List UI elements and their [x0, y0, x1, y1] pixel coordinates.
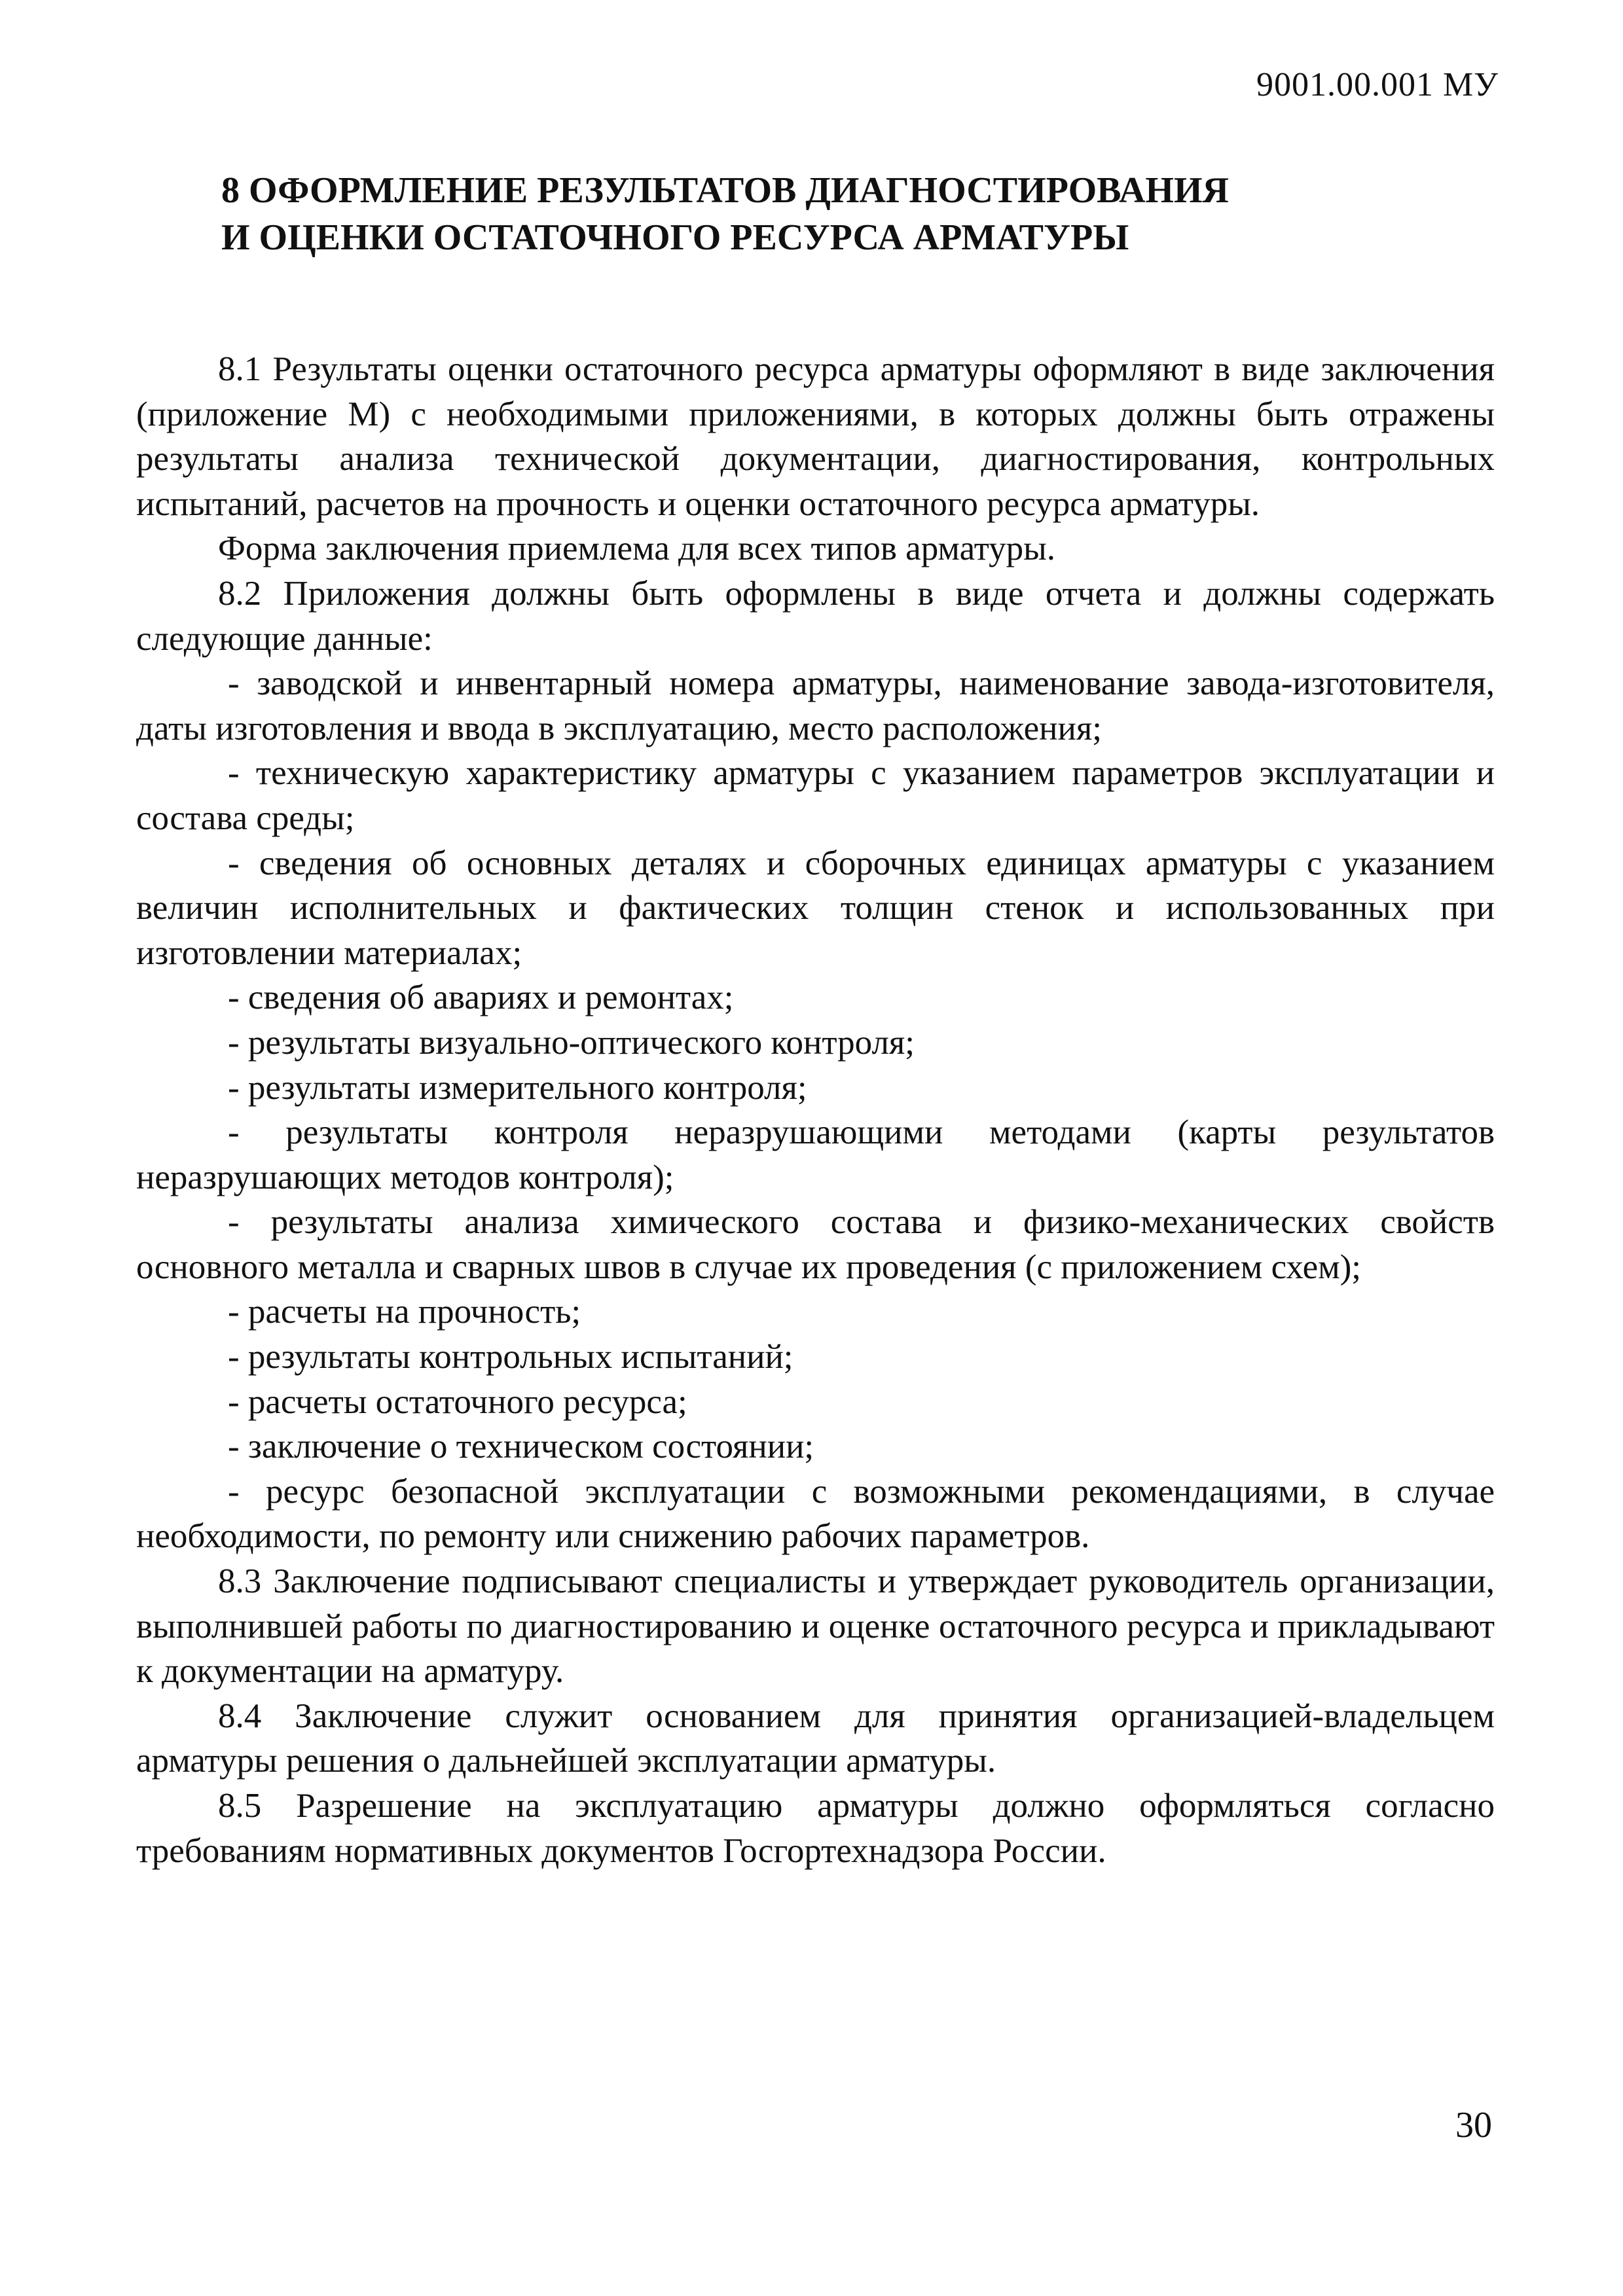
list-item: - результаты анализа химического состава и физико-механических свойств основного металла и сварных швов в случае их проведения (с приложением схем);: [136, 1203, 1495, 1286]
page-number: 30: [1455, 2105, 1492, 2145]
section-title-line-2: И ОЦЕНКИ ОСТАТОЧНОГО РЕСУРСА АРМАТУРЫ: [221, 217, 1129, 258]
section-title: [221, 167, 1465, 261]
section-title-line-1: 8 ОФОРМЛЕНИЕ РЕЗУЛЬТАТОВ ДИАГНОСТИРОВАНИЯ: [221, 170, 1229, 211]
paragraph-8-3: 8.3 Заключение подписывают специалисты и утверждает руководитель организации, выполнившей работы по диагностированию и оценке остаточного ресурса и прикладывают к документации на арматуру.: [136, 1562, 1495, 1691]
list-item: - результаты измерительного контроля;: [228, 1068, 807, 1107]
list-item: - результаты визуально-оптического контроля;: [228, 1023, 915, 1062]
paragraph-form: Форма заключения приемлема для всех типов арматуры.: [218, 529, 1056, 568]
document-body: [136, 347, 1495, 1873]
list-item: - сведения об авариях и ремонтах;: [228, 978, 734, 1017]
list-item: - результаты контроля неразрушающими методами (карты результатов неразрушающих методов контроля);: [136, 1113, 1495, 1196]
list-item: - заводской и инвентарный номера арматуры, наименование завода-изготовителя, даты изготовления и ввода в эксплуатацию, место расположения;: [136, 664, 1495, 747]
list-item: - ресурс безопасной эксплуатации с возможными рекомендациями, в случае необходимости, по ремонту или снижению рабочих параметров.: [136, 1472, 1495, 1556]
list-item: - техническую характеристику арматуры с указанием параметров эксплуатации и состава среды;: [136, 754, 1495, 837]
list-item: - заключение о техническом состоянии;: [228, 1427, 814, 1466]
paragraph-8-5: 8.5 Разрешение на эксплуатацию арматуры должно оформляться согласно требованиям нормативных документов Госгортехнадзора России.: [136, 1787, 1495, 1870]
paragraph-8-2: 8.2 Приложения должны быть оформлены в виде отчета и должны содержать следующие данные:: [136, 574, 1495, 658]
list-item: - сведения об основных деталях и сборочных единицах арматуры с указанием величин исполнительных и фактических толщин стенок и использованных при изготовлении материалах;: [136, 844, 1495, 972]
list-item: - результаты контрольных испытаний;: [228, 1338, 793, 1376]
paragraph-8-4: 8.4 Заключение служит основанием для принятия организацией-владельцем арматуры решения о дальнейшей эксплуатации арматуры.: [136, 1696, 1495, 1780]
list-item: - расчеты остаточного ресурса;: [228, 1382, 687, 1421]
list-item: - расчеты на прочность;: [228, 1293, 581, 1331]
document-code: 9001.00.001 МУ: [1256, 66, 1499, 103]
paragraph-8-1: 8.1 Результаты оценки остаточного ресурса арматуры оформляют в виде заключения (приложение М) с необходимыми приложениями, в которых должны быть отражены результаты анализа технической документации, диагностирования, контрольных испытаний, расчетов на прочность и оценки остаточного ресурса арматуры.: [136, 350, 1495, 523]
